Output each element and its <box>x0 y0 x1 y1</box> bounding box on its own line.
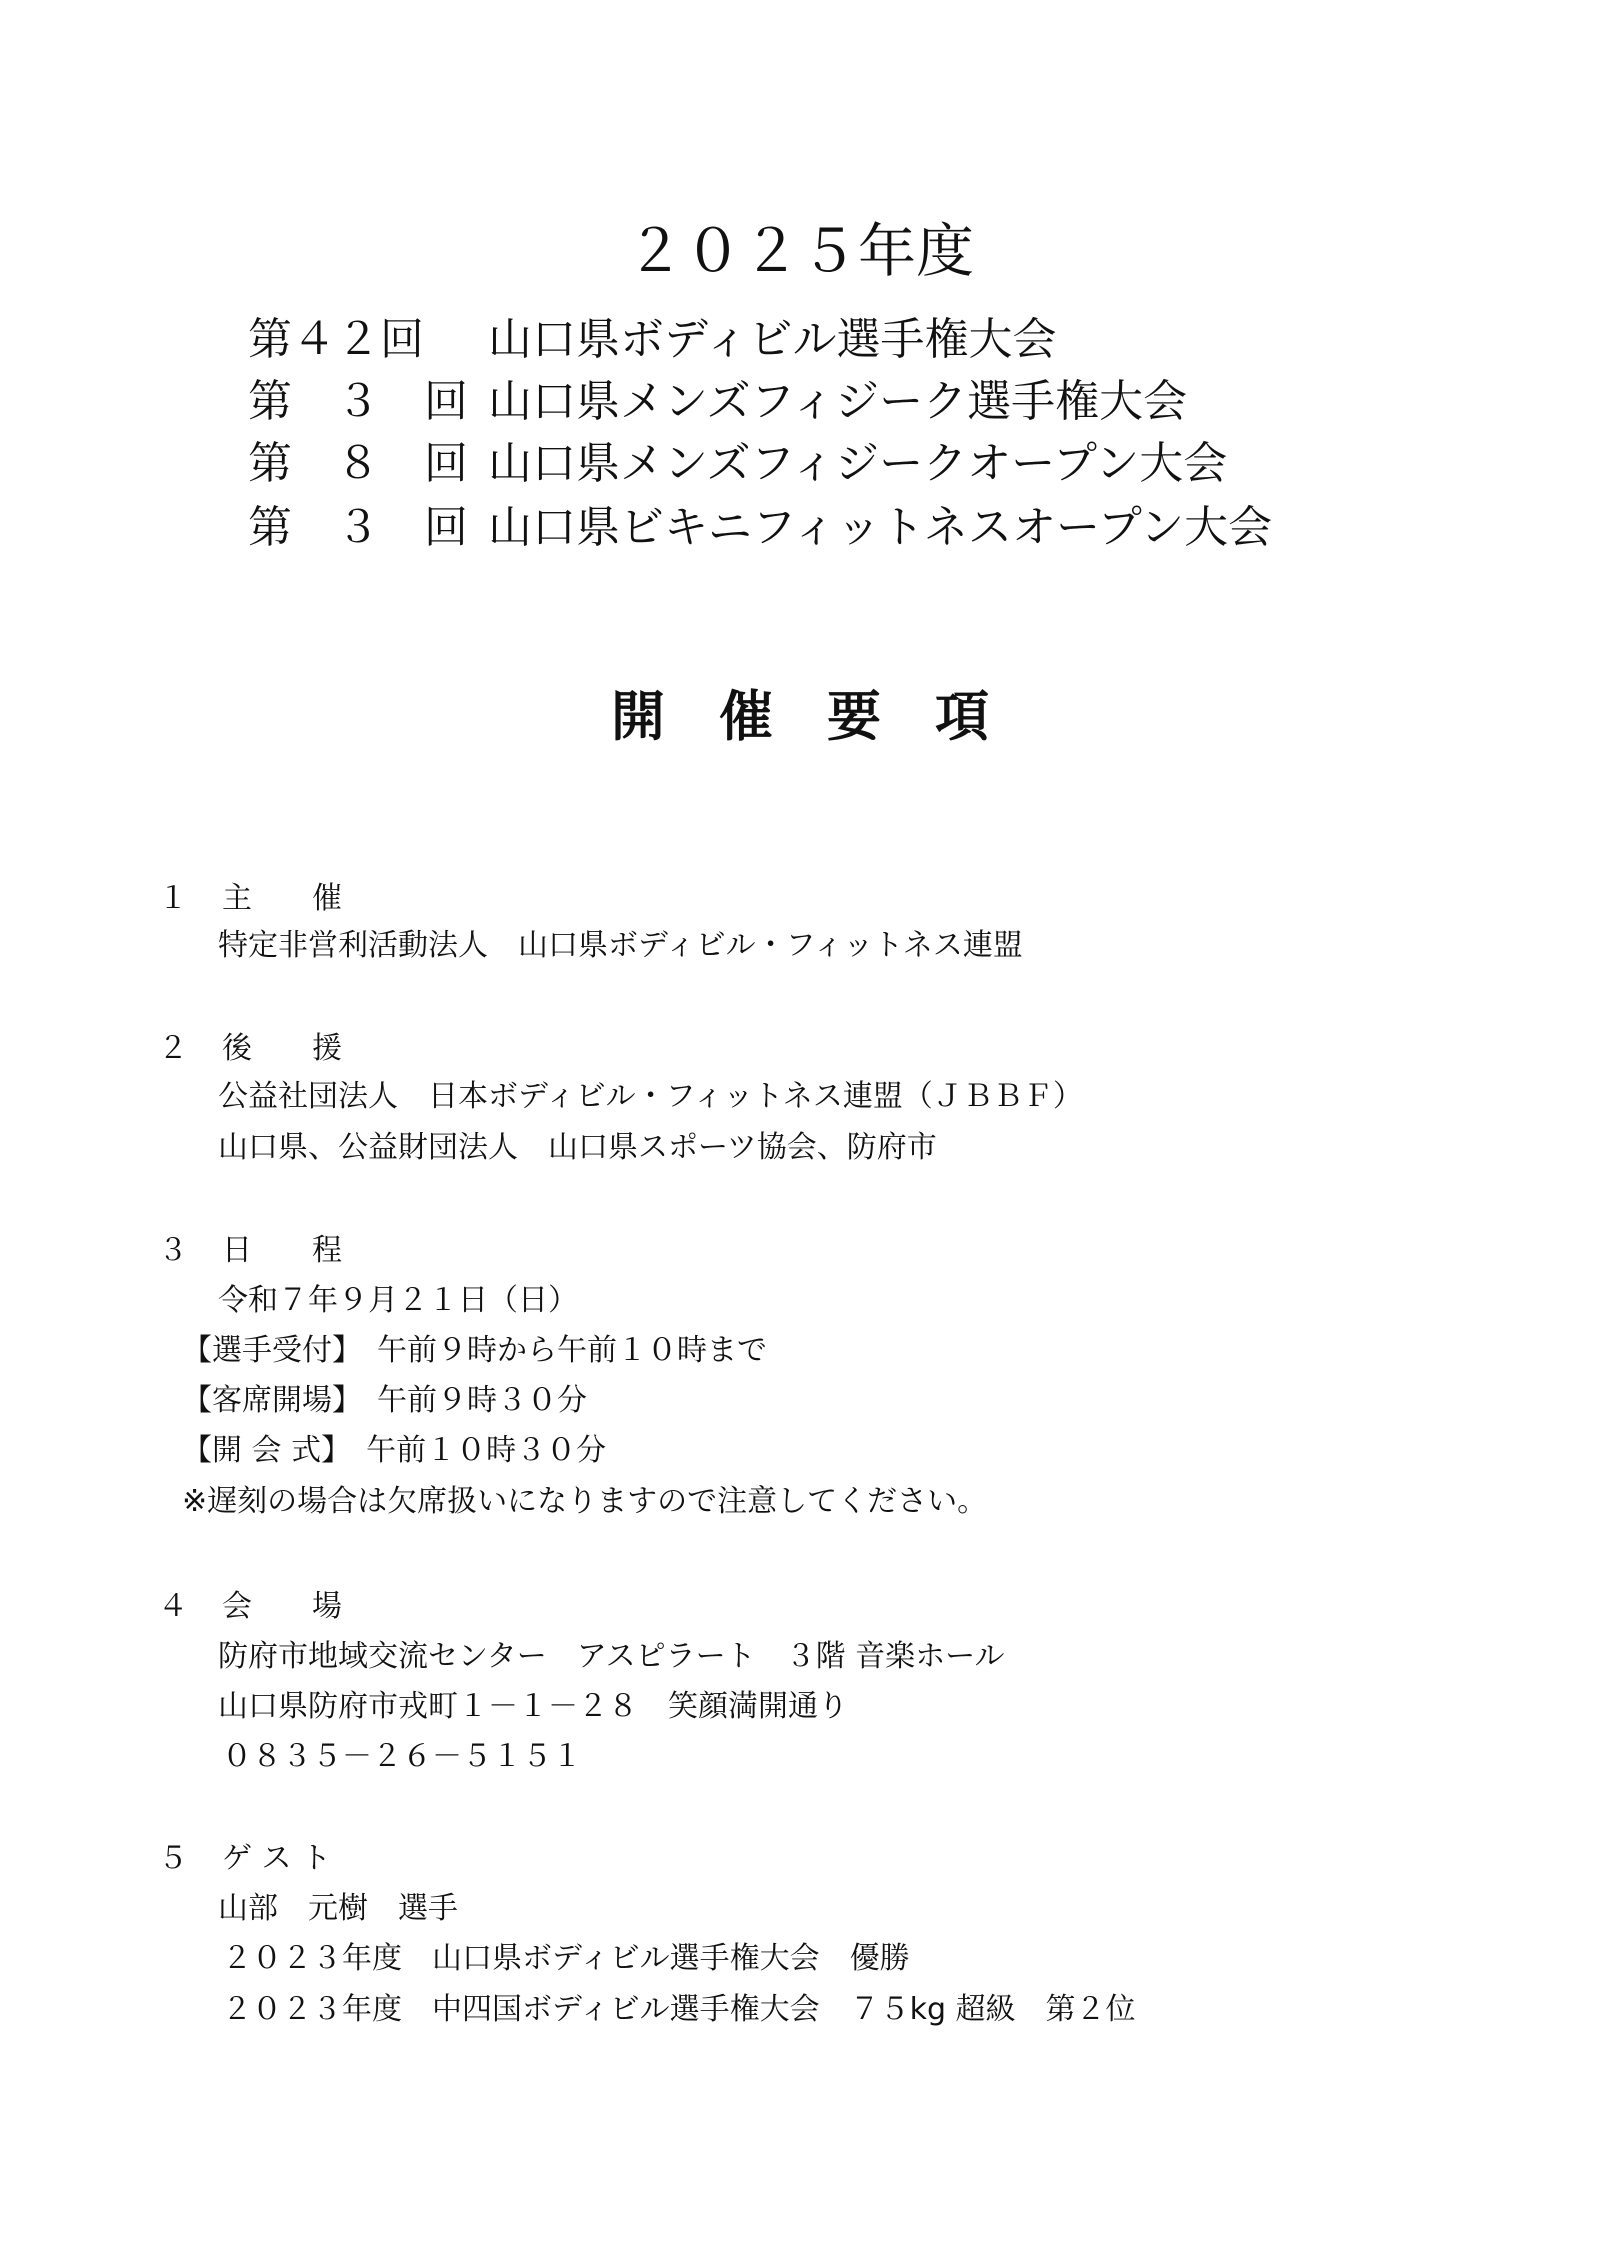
section-title-schedule: 日 程 <box>222 1233 342 1268</box>
section-title-guest: ゲ ス ト <box>222 1841 332 1876</box>
event-name: 山口県ボディビル選手権大会 <box>488 314 1057 365</box>
schedule-note: ※遅刻の場合は欠席扱いになりますので注意してください。 <box>182 1484 988 1519</box>
venue-line: 山口県防府市戎町１－１－２８ 笑顔満開通り <box>218 1689 848 1724</box>
event-number: 第 ３ 回 <box>248 502 468 553</box>
section-number: ２ <box>158 1031 188 1066</box>
venue-line: 防府市地域交流センター アスピラート ３階 音楽ホール <box>218 1639 1005 1674</box>
document-heading: 開 催 要 項 <box>611 685 989 748</box>
guest-line: ２０２３年度 山口県ボディビル選手権大会 優勝 <box>222 1941 910 1976</box>
section-title-support: 後 援 <box>222 1031 342 1066</box>
section-number: ３ <box>158 1233 188 1268</box>
event-name: 山口県メンズフィジーク選手権大会 <box>488 376 1188 427</box>
schedule-item: 【開 会 式】 午前１０時３０分 <box>182 1433 607 1468</box>
schedule-date: 令和７年９月２１日（日） <box>218 1283 578 1318</box>
section-title-venue: 会 場 <box>222 1589 342 1624</box>
schedule-item: 【客席開場】 午前９時３０分 <box>182 1383 587 1418</box>
event-number: 第４２回 <box>248 314 424 365</box>
year-title: ２０２５年度 <box>625 217 974 285</box>
section-number: １ <box>158 881 188 916</box>
section-number: ４ <box>158 1589 188 1624</box>
event-name: 山口県メンズフィジークオープン大会 <box>488 438 1228 489</box>
guest-line: 山部 元樹 選手 <box>218 1891 458 1926</box>
event-name: 山口県ビキニフィットネスオープン大会 <box>488 502 1273 553</box>
event-number: 第 ３ 回 <box>248 376 468 427</box>
schedule-item: 【選手受付】 午前９時から午前１０時まで <box>182 1333 767 1368</box>
support-line: 公益社団法人 日本ボディビル・フィットネス連盟（ＪＢＢＦ） <box>218 1079 1083 1114</box>
venue-phone: ０８３５－２６－５１５１ <box>222 1739 582 1774</box>
organizer-line: 特定非営利活動法人 山口県ボディビル・フィットネス連盟 <box>218 928 1023 963</box>
section-title-organizer: 主 催 <box>222 881 342 916</box>
support-line: 山口県、公益財団法人 山口県スポーツ協会、防府市 <box>218 1130 937 1165</box>
section-number: ５ <box>158 1841 188 1876</box>
event-number: 第 ８ 回 <box>248 438 468 489</box>
guest-line: ２０２３年度 中四国ボディビル選手権大会 ７５kg 超級 第２位 <box>222 1992 1136 2027</box>
